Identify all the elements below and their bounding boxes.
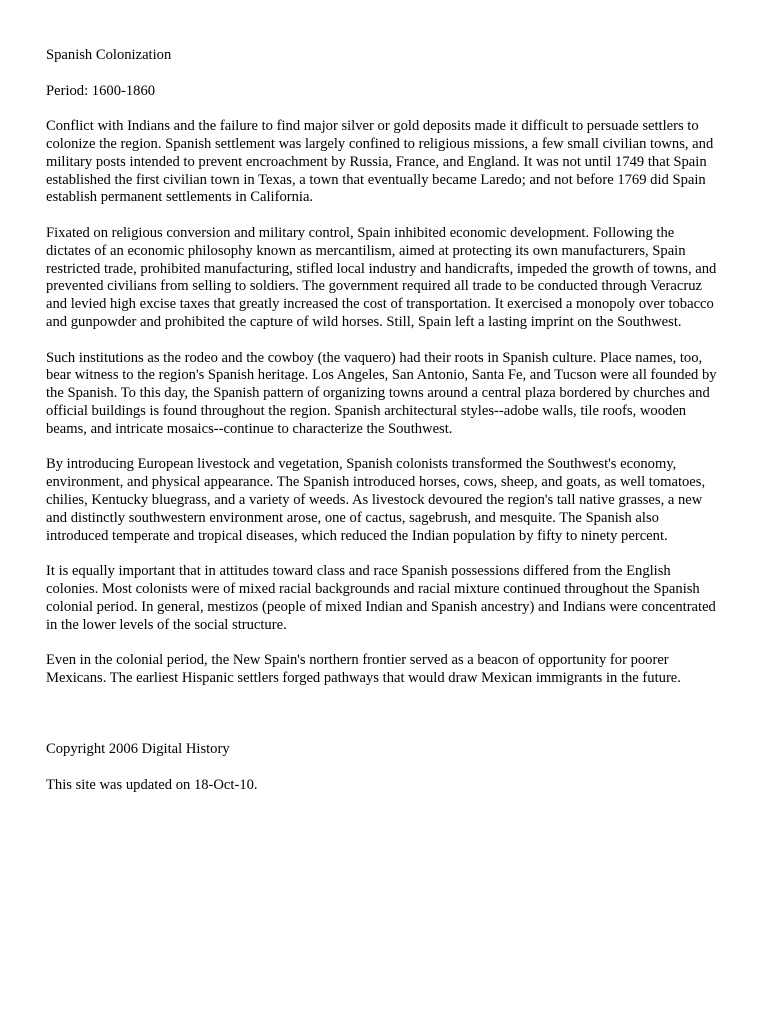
paragraph-livestock-vegetation: By introducing European livestock and vegetation, Spanish colonists transformed the Southwest's economy, environment, and physical appearance. The Spanish introduced horses, cows, sheep, and goats, as well tomatoes, chilies, Kentucky bluegrass, and a variety of weeds. As livestock devoured the region's tall native grasses, a new and distinctly southwestern environment arose, one of cactus, sagebrush, and mesquite. The Spanish also introduced temperate and tropical diseases, which reduced the Indian population by fifty to ninety percent. xyxy=(46,456,706,544)
spacer xyxy=(46,705,722,741)
paragraph-economic-development: Fixated on religious conversion and military control, Spain inhibited economic development. Following the dictates of an economic philosophy known as mercantilism, aimed at protecting its own manufacturers, Spain restricted trade, prohibited manufacturing, stifled local industry and handicrafts, impeded the growth of towns, and prevented civilians from selling to soldiers. The government required all trade to be conducted through Veracruz and levied high excise taxes that greatly increased the cost of transportation. It exercised a monopoly over tobacco and gunpowder and prohibited the capture of wild horses. Still, Spain left a lasting imprint on the Southwest. xyxy=(46,224,717,330)
paragraph-spanish-culture: Such institutions as the rodeo and the cowboy (the vaquero) had their roots in Spanish culture. Place names, too, bear witness to the region's Spanish heritage. Los Angeles, San Antonio, Santa Fe, and Tucson were all founded by the Spanish. To this day, the Spanish pattern of organizing towns around a central plaza bordered by churches and official buildings is found throughout the region. Spanish architectural styles--adobe walls, tile roofs, wooden beams, and intricate mosaics--continue to characterize the Southwest. xyxy=(46,349,717,437)
paragraph-northern-frontier: Even in the colonial period, the New Spain's northern frontier served as a beacon of opportunity for poorer Mexicans. The earliest Hispanic settlers forged pathways that would draw Mexican immigrants in the future. xyxy=(46,652,681,686)
paragraph-conflict: Conflict with Indians and the failure to find major silver or gold deposits made it difficult to persuade settlers to colonize the region. Spanish settlement was largely confined to religious missions, a few small civilian towns, and military posts intended to prevent encroachment by Russia, France, and England. It was not until 1749 that Spain established the first civilian town in Texas, a town that eventually became Laredo; and not before 1769 did Spain establish permanent settlements in California. xyxy=(46,118,714,206)
page-title: Spanish Colonization xyxy=(46,47,172,63)
paragraph-class-and-race: It is equally important that in attitudes toward class and race Spanish possessions differed from the English colonies. Most colonists were of mixed racial backgrounds and racial mixture continued throughout the Spanish colonial period. In general, mestizos (people of mixed Indian and Spanish ancestry) and Indians were concentrated in the lower levels of the social structure. xyxy=(46,563,716,633)
copyright-notice: Copyright 2006 Digital History xyxy=(46,741,230,758)
period-line: Period: 1600-1860 xyxy=(46,82,156,99)
update-notice: This site was updated on 18-Oct-10. xyxy=(46,776,258,793)
